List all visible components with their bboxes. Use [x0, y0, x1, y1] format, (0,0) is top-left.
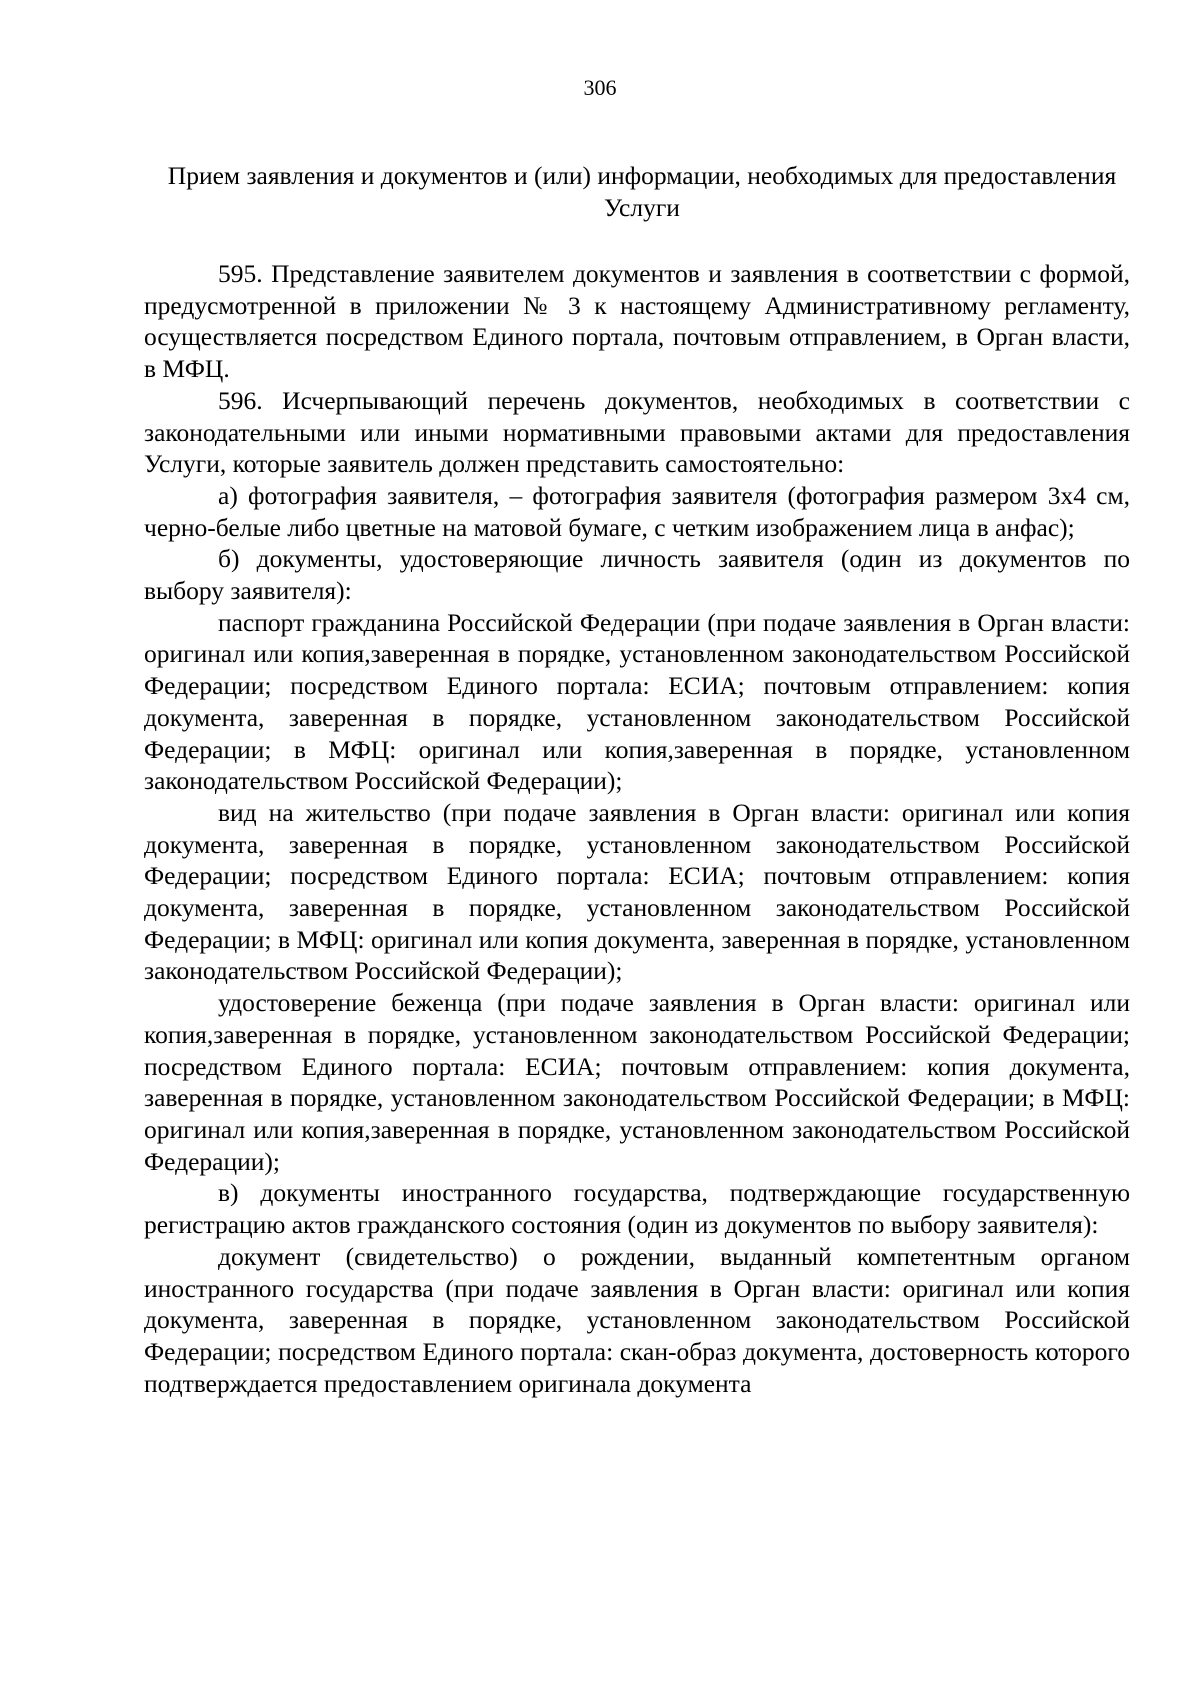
birth-certificate-paragraph: документ (свидетельство) о рождении, выданный компетентным органом иностранного государства (при подаче заявления в Орган власти: оригинал или копия документа, заверенная в порядке, установленном законодательством Российской Федерации; посредством Единого портала: скан-образ документа, достоверность которого подтверждается предоставлением оригинала документа: [144, 1241, 1130, 1398]
paragraph-595: 595. Представление заявителем документов и заявления в соответствии с формой, предусмотренной в приложении № 3 к настоящему Административному регламенту, осуществляется посредством Единого портала, почтовым отправлением, в Орган власти, в МФЦ.: [144, 259, 1130, 384]
page-number: 306: [583, 75, 617, 100]
section-heading: Прием заявления и документов и (или) информации, необходимых для предоставления Услуги: [167, 161, 1117, 222]
item-b-identity-documents: б) документы, удостоверяющие личность заявителя (один из документов по выбору заявителя):: [144, 544, 1130, 606]
document-body: [144, 258, 1130, 1399]
paragraph-596: 596. Исчерпывающий перечень документов, необходимых в соответствии с законодательными или иными нормативными правовыми актами для предоставления Услуги, которые заявитель должен представить самостоятельно:: [144, 385, 1130, 479]
refugee-certificate-paragraph: удостоверение беженца (при подаче заявления в Орган власти: оригинал или копия,заверенная в порядке, установленном законодательством Российской Федерации; посредством Единого портала: ЕСИА; почтовым отправлением: копия документа, заверенная в порядке, установленном законодательством Российской Федерации; в МФЦ: оригинал или копия,заверенная в порядке, установленном законодательством Российской Федерации);: [144, 988, 1130, 1176]
item-a-photo: а) фотография заявителя, – фотография заявителя (фотография размером 3х4 см, черно-белые либо цветные на матовой бумаге, с четким изображением лица в анфас);: [144, 480, 1130, 542]
passport-paragraph: паспорт гражданина Российской Федерации (при подаче заявления в Орган власти: оригинал или копия,заверенная в порядке, установленном законодательством Российской Федерации; посредством Единого портала: ЕСИА; почтовым отправлением: копия документа, заверенная в порядке, установленном законодательством Российской Федерации; в МФЦ: оригинал или копия,заверенная в порядке, установленном законодательством Российской Федерации);: [144, 607, 1130, 796]
residence-permit-paragraph: вид на жительство (при подаче заявления в Орган власти: оригинал или копия документа, заверенная в порядке, установленном законодательством Российской Федерации; посредством Единого портала: ЕСИА; почтовым отправлением: копия документа, заверенная в порядке, установленном законодательством Российской Федерации; в МФЦ: оригинал или копия документа, заверенная в порядке, установленном законодательством Российской Федерации);: [144, 797, 1130, 986]
item-v-foreign-documents: в) документы иностранного государства, подтверждающие государственную регистрацию актов гражданского состояния (один из документов по выбору заявителя):: [144, 1178, 1130, 1240]
